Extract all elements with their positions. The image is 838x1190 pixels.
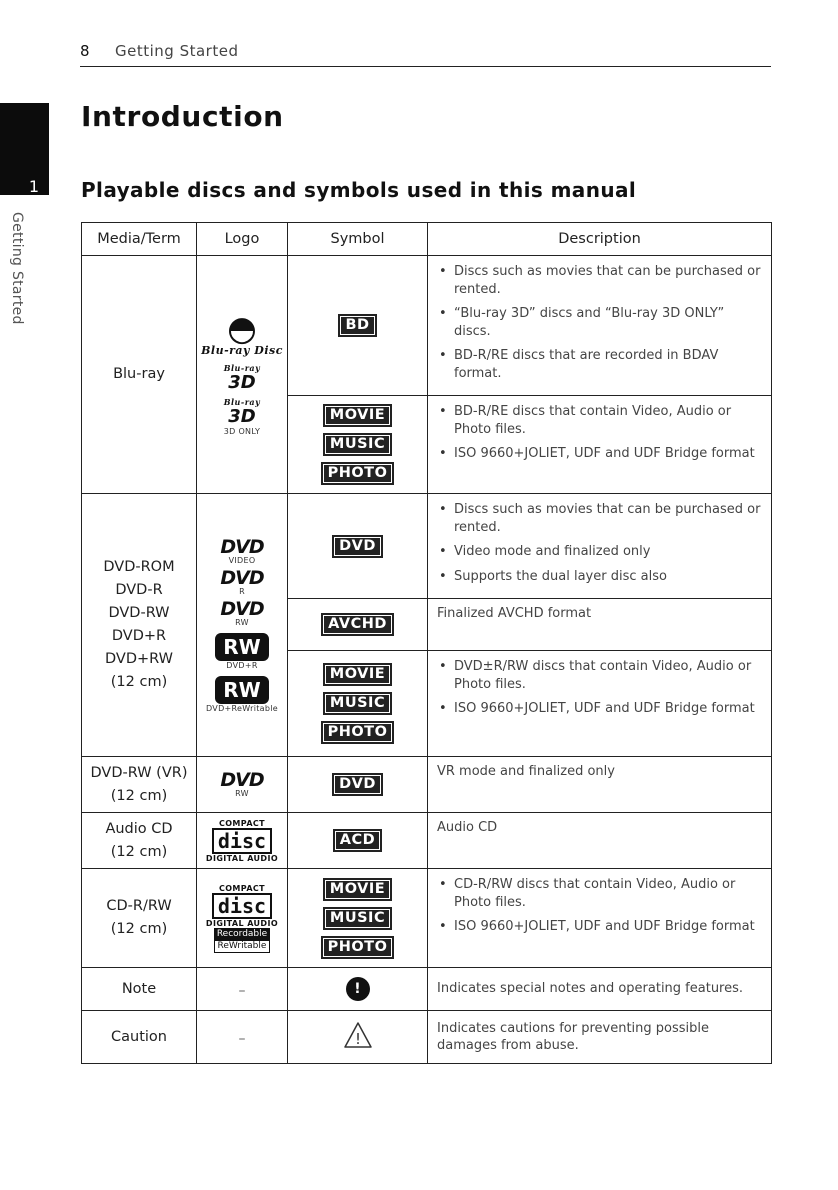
recordable-label: Recordable: [214, 928, 270, 940]
description-item: • ISO 9660+JOLIET, UDF and UDF Bridge format: [454, 918, 763, 936]
media-cell: [82, 869, 197, 968]
movie-symbol: MOVIE: [323, 404, 392, 427]
compact-label: COMPACT: [218, 818, 266, 828]
symbol-cell: [288, 869, 428, 968]
table-row: [82, 968, 772, 1011]
description-text: VR mode and finalized only: [437, 764, 615, 779]
dvd-symbol: DVD: [332, 773, 383, 796]
description-item: • Video mode and finalized only: [454, 543, 763, 561]
photo-symbol: PHOTO: [321, 462, 395, 485]
logo-cell: [197, 256, 288, 494]
header-rule: [80, 66, 771, 67]
dvd-rw-caption: RW: [235, 617, 249, 627]
description-item: • Discs such as movies that can be purchased or rented.: [454, 263, 763, 298]
media-cell: [82, 813, 197, 869]
media-label: CD-R/RW: [106, 898, 172, 914]
description-item: • Supports the dual layer disc also: [454, 568, 763, 586]
col-symbol: Symbol: [288, 223, 428, 256]
description-text: Finalized AVCHD format: [437, 606, 592, 621]
description-item: • BD-R/RE discs that contain Video, Audio or Photo files.: [454, 403, 763, 438]
dvd-r-logo-icon: DVD: [220, 566, 264, 589]
media-label: DVD+RW: [105, 651, 173, 667]
page-title: Introduction: [81, 100, 284, 133]
music-symbol: MUSIC: [323, 907, 392, 930]
symbol-cell: [288, 256, 428, 396]
bluray-logo-caption: Blu-ray Disc: [201, 343, 283, 357]
section-title: Playable discs and symbols used in this manual: [81, 178, 637, 202]
symbol-cell: [288, 1011, 428, 1064]
description-cell: [428, 256, 772, 396]
movie-symbol: MOVIE: [323, 663, 392, 686]
caution-icon: [343, 1021, 373, 1053]
logo-cell: [197, 757, 288, 813]
dvd-plus-rw-caption: DVD+ReWritable: [205, 703, 278, 713]
photo-symbol: PHOTO: [321, 936, 395, 959]
chapter-number: 1: [28, 177, 39, 196]
symbol-cell: [288, 651, 428, 757]
dvd-r-caption: R: [239, 586, 245, 596]
chapter-label: Getting Started: [9, 212, 25, 325]
media-cell: Caution: [82, 1011, 197, 1064]
logo-cell: [197, 869, 288, 968]
description-text: Indicates cautions for preventing possible damages from abuse.: [437, 1020, 710, 1053]
media-label: DVD-RW (VR): [90, 764, 188, 781]
dvd-symbol: DVD: [332, 535, 383, 558]
photo-symbol: PHOTO: [321, 721, 395, 744]
bluray3d-only-logo-icon: 3D: [228, 405, 256, 427]
description-item: • ISO 9660+JOLIET, UDF and UDF Bridge format: [454, 445, 763, 463]
dvd-plus-rw-logo-icon: RW: [215, 676, 268, 704]
dvd-plus-r-logo-icon: RW: [215, 633, 268, 661]
description-cell: [428, 968, 772, 1011]
caution-mark: !: [354, 1030, 361, 1048]
logo-dash: –: [238, 982, 246, 999]
col-description: Description: [428, 223, 772, 256]
dvd-video-logo-icon: DVD: [220, 535, 264, 558]
rewritable-label: ReWritable: [214, 940, 271, 953]
note-icon: !: [346, 977, 370, 1001]
acd-symbol: ACD: [333, 829, 382, 852]
media-cell: [82, 494, 197, 757]
music-symbol: MUSIC: [323, 692, 392, 715]
description-item: • BD-R/RE discs that are recorded in BDAV format.: [454, 347, 763, 382]
disc-table: [81, 222, 772, 1064]
dvd-rw-logo-icon: DVD: [220, 769, 264, 791]
digital-audio-label: DIGITAL AUDIO: [205, 853, 279, 863]
description-item: • Discs such as movies that can be purchased or rented.: [454, 501, 763, 536]
dvd-rw-logo-icon: DVD: [220, 597, 264, 620]
compact-disc-logo-icon: disc: [212, 828, 272, 854]
description-cell: [428, 599, 772, 651]
description-cell: [428, 494, 772, 599]
media-label: DVD-R: [115, 582, 163, 598]
logo-cell: [197, 1011, 288, 1064]
description-cell: [428, 396, 772, 494]
3d-only-label: 3D ONLY: [223, 426, 261, 436]
symbol-cell: [288, 494, 428, 599]
media-cell: [82, 757, 197, 813]
symbol-cell: [288, 599, 428, 651]
table-row: [82, 256, 772, 396]
description-text: Indicates special notes and operating features.: [437, 981, 744, 997]
media-label: (12 cm): [110, 674, 168, 690]
symbol-cell: [288, 757, 428, 813]
description-cell: [428, 651, 772, 757]
media-label: DVD-ROM: [103, 559, 175, 575]
table-row: [82, 869, 772, 968]
music-symbol: MUSIC: [323, 433, 392, 456]
dvd-rw-caption: RW: [235, 789, 249, 798]
compact-label: COMPACT: [218, 883, 266, 893]
page-number: 8: [80, 42, 90, 60]
symbol-cell: [288, 813, 428, 869]
dvd-plus-r-caption: DVD+R: [226, 660, 258, 670]
table-row: [82, 813, 772, 869]
avchd-symbol: AVCHD: [321, 613, 394, 636]
dvd-video-caption: VIDEO: [228, 555, 256, 565]
description-cell: [428, 813, 772, 869]
symbol-cell: [288, 396, 428, 494]
table-row: [82, 494, 772, 599]
description-item: • ISO 9660+JOLIET, UDF and UDF Bridge format: [454, 700, 763, 718]
description-cell: [428, 757, 772, 813]
logo-cell: [197, 813, 288, 869]
media-cell: Blu-ray: [82, 256, 197, 494]
running-header: Getting Started: [115, 42, 239, 60]
logo-cell: [197, 968, 288, 1011]
media-label: DVD-RW: [108, 605, 170, 621]
media-label: (12 cm): [110, 921, 168, 937]
media-label: DVD+R: [111, 628, 167, 644]
symbol-cell: [288, 968, 428, 1011]
bluray3d-only-caption: Blu-ray: [223, 396, 261, 407]
bd-symbol: BD: [338, 314, 376, 337]
table-header-row: [82, 223, 772, 256]
col-media: Media/Term: [82, 223, 197, 256]
digital-audio-label: DIGITAL AUDIO: [205, 918, 279, 928]
description-item: • CD-R/RW discs that contain Video, Audio or Photo files.: [454, 876, 763, 911]
col-logo: Logo: [197, 223, 288, 256]
media-label: (12 cm): [110, 843, 168, 860]
movie-symbol: MOVIE: [323, 878, 392, 901]
bluray3d-caption: Blu-ray: [223, 362, 261, 373]
description-cell: [428, 1011, 772, 1064]
table-row: [82, 757, 772, 813]
logo-dash: –: [238, 1030, 246, 1047]
media-label: Audio CD: [105, 820, 173, 837]
table-row: [82, 1011, 772, 1064]
media-cell: Note: [82, 968, 197, 1011]
compact-disc-logo-icon: disc: [212, 893, 272, 919]
description-item: • DVD±R/RW discs that contain Video, Audio or Photo files.: [454, 658, 763, 693]
media-label: (12 cm): [110, 787, 168, 804]
bluray-logo-icon: ◓: [227, 308, 257, 349]
description-text: Audio CD: [437, 820, 498, 835]
logo-cell: [197, 494, 288, 757]
description-cell: [428, 869, 772, 968]
bluray3d-logo-icon: 3D: [228, 371, 256, 393]
description-item: • “Blu-ray 3D” discs and “Blu-ray 3D ONLY” discs.: [454, 305, 763, 340]
